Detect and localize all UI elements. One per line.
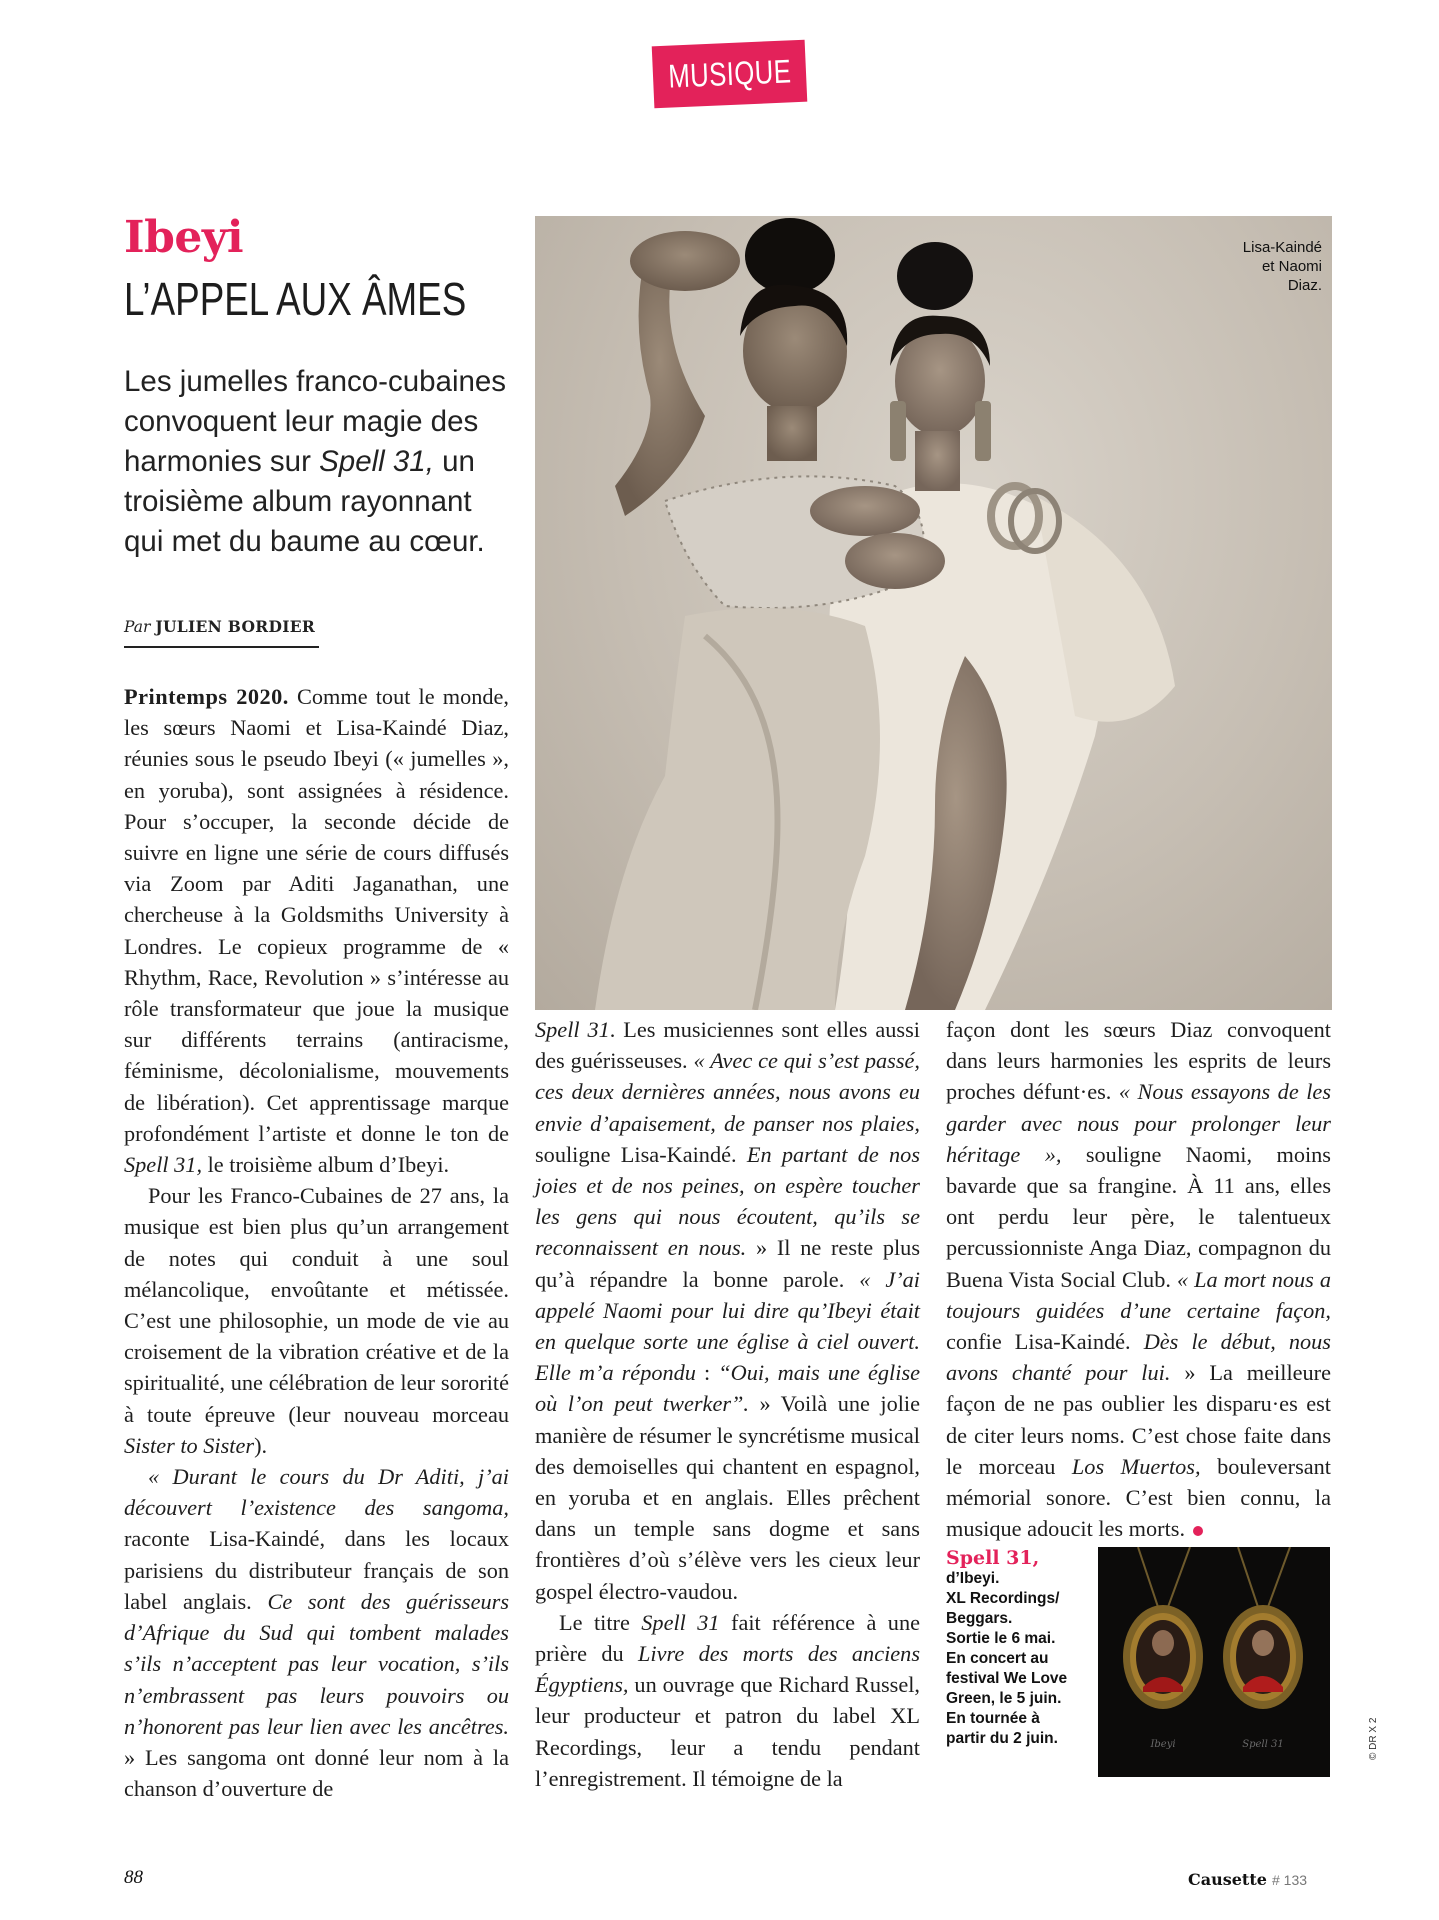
album-release: Sortie le 6 mai. bbox=[946, 1630, 1056, 1647]
body-text: » La meilleure façon de ne pas oublier les disparu·es est de citer leurs noms. C’est chose faite dans le morceau bbox=[946, 1360, 1331, 1479]
body-paragraph bbox=[535, 1607, 920, 1794]
body-text: souligne Naomi, moins bavarde que sa frangine. À 11 ans, elles ont perdu leur père, le talentueux percussionniste Anga Diaz, compagnon du Buena Vista Social Club. bbox=[946, 1141, 1331, 1292]
photo-caption-line: et Naomi Diaz. bbox=[1261, 258, 1322, 294]
artists-photo-illustration bbox=[535, 216, 1332, 1010]
quote: Ce sont des guérisseurs d’Afrique du Sud qui tombent malades s’ils n’acceptent pas leur vocation, s’ils n’embrassent pas leurs pouvoirs ou n’honorent pas leur lien avec les ancêtres. bbox=[124, 1588, 509, 1739]
quote: « J’ai appelé Naomi pour lui dire qu’Ibeyi était en quelque sorte une église à ciel ouvert. Elle m’a répondu bbox=[535, 1266, 920, 1386]
body-paragraph bbox=[124, 1180, 509, 1461]
quote: En partant de nos joies et de nos peines, on espère toucher les gens qui nous écoutent, qu’ils se reconnaissent en nous. bbox=[535, 1141, 921, 1261]
photo-caption-line: Lisa-Kaindé bbox=[1242, 239, 1322, 256]
body-paragraph bbox=[946, 1014, 1331, 1544]
magazine-footer bbox=[1188, 1870, 1307, 1889]
quote: « Durant le cours du Dr Aditi, j’ai découvert l’existence des sangoma, bbox=[124, 1464, 509, 1521]
section-tag bbox=[652, 40, 808, 109]
body-text: : bbox=[695, 1360, 719, 1386]
body-text: façon dont les sœurs Diaz convoquent dans leurs harmonies les esprits de leurs proches défunt·es. bbox=[946, 1017, 1331, 1105]
quote: « Nous essayons de les garder avec nous pour prolonger leur héritage », bbox=[946, 1079, 1331, 1167]
photo-caption bbox=[1236, 238, 1322, 295]
body-text: » Voilà une jolie manière de résumer le syncrétisme musical des demoiselles qui chantent en espagnol, en yoruba et en anglais. Elles prêchent dans un temple sans dogme et sans frontières d’où s’élève vers les cieux leur gospel électro-vaudou. bbox=[535, 1391, 920, 1604]
standfirst-album: Spell 31, bbox=[319, 445, 434, 478]
body-text: Comme tout le monde, les sœurs Naomi et Lisa-Kaindé Diaz, réunies sous le pseudo Ibeyi (« jumelles », en yoruba), sont assignées à résidence. Pour s’occuper, la seconde décide de suivre en ligne une série de cours diffusés via Zoom par Aditi Jaganathan, une chercheuse à la Goldsmiths University à Londres. Le copieux programme de « Rhythm, Race, Revolution » s’intéresse au rôle transformateur que joue la musique sur différents terrains (antiracisme, féminisme, décolonialisme, mouvements de libération). Cet apprentissage marque profondément l’artiste et donne le ton de bbox=[124, 684, 509, 1146]
album-ref: Spell 31, bbox=[124, 1152, 203, 1178]
standfirst-text: Les jumelles franco-cubaines convoquent leur magie des harmonies sur bbox=[124, 365, 507, 478]
body-text: » Il ne reste plus qu’à répandre la bonne parole. bbox=[535, 1235, 920, 1292]
magazine-name: Causette bbox=[1188, 1870, 1267, 1889]
album-info bbox=[946, 1569, 1076, 1749]
byline-underline bbox=[124, 646, 319, 648]
body-text: confie Lisa-Kaindé. bbox=[946, 1329, 1144, 1355]
body-paragraph bbox=[124, 1461, 509, 1804]
body-paragraph bbox=[124, 681, 509, 1180]
body-text: fait référence à une prière du bbox=[535, 1609, 920, 1667]
body-text: bouleversant mémorial sonore. C’est bien connu, la musique adoucit les morts. bbox=[946, 1453, 1331, 1542]
byline-prefix: Par bbox=[124, 618, 151, 636]
song-ref: Los Muertos, bbox=[1071, 1453, 1201, 1479]
section-tag-label: MUSIQUE bbox=[667, 52, 792, 95]
body-text: souligne Lisa-Kaindé. bbox=[535, 1141, 747, 1167]
body-paragraph bbox=[535, 1014, 920, 1607]
quote: « Avec ce qui s’est passé, ces deux dernières années, nous avons eu envie d’apaisement, de panser nos plaies, bbox=[535, 1048, 920, 1136]
book-ref: Livre des morts des anciens Égyptiens, bbox=[535, 1641, 921, 1698]
standfirst-text-end: un troisième album rayonnant qui met du baume au cœur. bbox=[124, 445, 485, 558]
body-column-2 bbox=[535, 1014, 920, 1794]
album-cover-art bbox=[1098, 1547, 1330, 1777]
body-text: . Les musiciennes sont elles aussi des guérisseuses. bbox=[535, 1017, 920, 1074]
quote: “Oui, mais une église où l’on peut twerker”. bbox=[535, 1360, 921, 1417]
body-column-3 bbox=[946, 1014, 1331, 1544]
album-artist: d’Ibeyi. bbox=[946, 1570, 1000, 1587]
album-concert: En concert au festival We Love Green, le 5 juin. bbox=[946, 1650, 1068, 1707]
album-label: XL Recordings/ Beggars. bbox=[946, 1590, 1060, 1627]
body-column-1 bbox=[124, 681, 509, 1804]
byline-author: JULIEN BORDIER bbox=[155, 617, 316, 636]
body-text: Le titre bbox=[559, 1609, 642, 1635]
cover-title-text: Spell 31 bbox=[1242, 1739, 1284, 1750]
artist-name: Ibeyi bbox=[124, 212, 244, 263]
song-ref: Sister to Sister bbox=[124, 1432, 255, 1458]
photo-credit: © DR X 2 bbox=[1368, 1717, 1379, 1760]
quote: « La mort nous a toujours guidées d’une certaine façon, bbox=[946, 1266, 1331, 1323]
body-text: Pour les Franco-Cubaines de 27 ans, la musique est bien plus qu’un arrangement de notes qui conduit à une soul mélancolique, envoûtante et métissée. C’est une philosophie, un mode de vie au croisement de la vibration créative et de la spiritualité, une célébration de leur sororité à toute épreuve (leur nouveau morceau bbox=[124, 1183, 509, 1427]
album-ref: Spell 31 bbox=[641, 1609, 720, 1635]
body-text: un ouvrage que Richard Russel, leur producteur et patron du label XL Recordings, leur a tendu pendant l’enregistrement. Il témoigne de la bbox=[535, 1672, 920, 1791]
cover-artist-text: Ibeyi bbox=[1150, 1739, 1176, 1750]
album-cover bbox=[1098, 1547, 1330, 1777]
body-text: ). bbox=[254, 1432, 268, 1458]
article-title: L’APPEL AUX ÂMES bbox=[124, 273, 467, 325]
body-text: » Les sangoma ont donné leur nom à la chanson d’ouverture de bbox=[124, 1744, 509, 1802]
album-ref: Spell 31 bbox=[535, 1017, 610, 1042]
album-title: Spell 31, bbox=[946, 1547, 1040, 1569]
quote: Dès le début, nous avons chanté pour lui. bbox=[946, 1329, 1331, 1386]
issue-number: # 133 bbox=[1271, 1872, 1308, 1888]
byline bbox=[124, 617, 315, 636]
body-text: le troisième album d’Ibeyi. bbox=[202, 1152, 450, 1178]
end-mark-icon bbox=[1193, 1526, 1203, 1536]
article-standfirst bbox=[124, 362, 514, 562]
body-text: raconte Lisa-Kaindé, dans les locaux parisiens du distributeur français de son label anglais. bbox=[124, 1526, 509, 1614]
page-number: 88 bbox=[124, 1867, 143, 1888]
album-tour: En tournée à partir du 2 juin. bbox=[946, 1710, 1058, 1747]
lead-in: Printemps 2020. bbox=[124, 684, 289, 709]
artists-photo bbox=[535, 216, 1332, 1010]
